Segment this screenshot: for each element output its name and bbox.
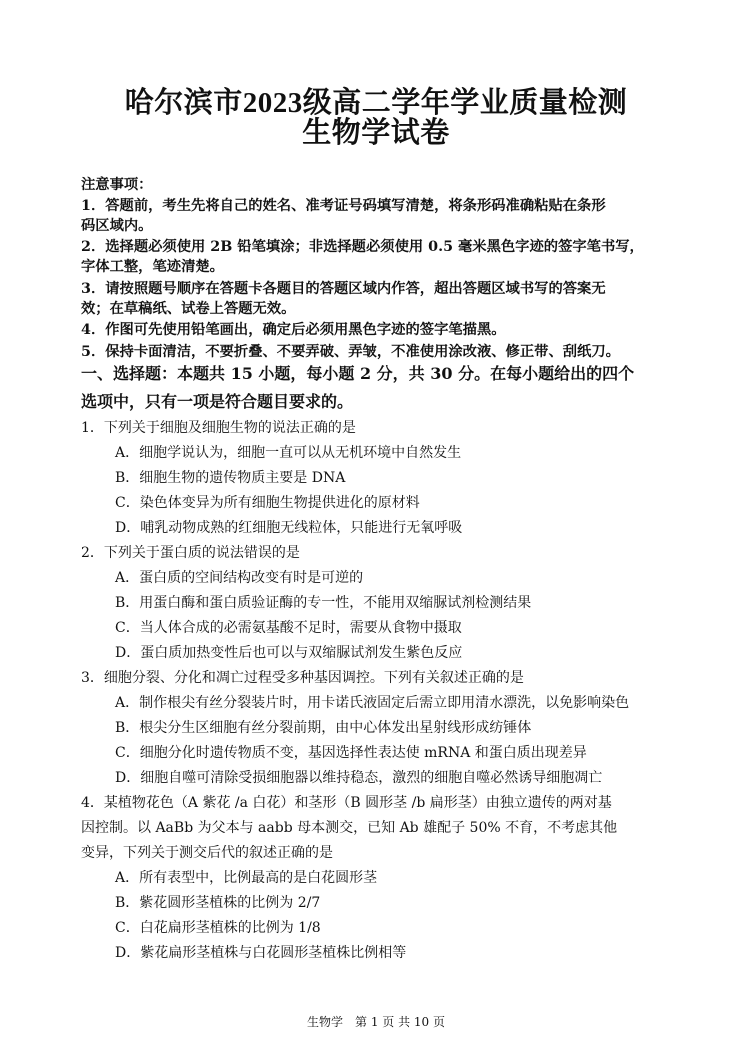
question-1-option-b: B．细胞生物的遗传物质主要是 DNA [115,470,346,486]
question-3-option-d: D．细胞自噬可清除受损细胞器以维持稳态，激烈的细胞自噬必然诱导细胞凋亡 [115,770,603,786]
section-heading-cont: 选项中，只有一项是符合题目要求的。 [81,392,354,411]
exam-title: 哈尔滨市2023级高二学年学业质量检测 [124,87,628,119]
question-3-stem: 3．细胞分裂、分化和凋亡过程受多种基因调控。下列有关叙述正确的是 [81,670,524,686]
note-3-cont: 效；在草稿纸、试卷上答题无效。 [81,301,296,317]
question-2-stem: 2．下列关于蛋白质的说法错误的是 [81,545,300,561]
question-4-option-c: C．白花扁形茎植株的比例为 1/8 [115,920,321,936]
question-3-option-a: A．制作根尖有丝分裂装片时，用卡诺氏液固定后需立即用清水漂洗，以免影响染色 [115,695,630,711]
note-3: 3．请按照题号顺序在答题卡各题目的答题区域内作答，超出答题区域书写的答案无 [81,281,606,297]
note-4: 4．作图可先使用铅笔画出，确定后必须用黑色字迹的签字笔描黑。 [81,322,506,338]
question-3-option-b: B．根尖分生区细胞有丝分裂前期，由中心体发出星射线形成纺锤体 [115,720,532,736]
exam-subtitle: 生物学试卷 [302,117,450,149]
question-2-option-a: A．蛋白质的空间结构改变有时是可逆的 [115,570,364,586]
note-2-cont: 字体工整，笔迹清楚。 [81,259,224,275]
note-2: 2．选择题必须使用 2B 铅笔填涂；非选择题必须使用 0.5 毫米黑色字迹的签字笔书写， [81,239,644,255]
note-1-cont: 码区域内。 [81,218,153,234]
note-1: 1．答题前，考生先将自己的姓名、准考证号码填写清楚，将条形码准确粘贴在条形 [81,198,606,214]
question-1-option-a: A．细胞学说认为，细胞一直可以从无机环境中自然发生 [115,445,462,461]
page-footer: 生物学 第 1 页 共 10 页 [307,1015,445,1029]
question-4-option-d: D．紫花扁形茎植株与白花圆形茎植株比例相等 [115,945,407,961]
question-2-option-b: B．用蛋白酶和蛋白质验证酶的专一性，不能用双缩脲试剂检测结果 [115,595,532,611]
notes-heading: 注意事项： [81,177,153,193]
question-4-stem: 4．某植物花色（A 紫花 /a 白花）和茎形（B 圆形茎 /b 扁形茎）由独立遗传的两对基 [81,795,612,811]
question-4-option-a: A．所有表型中，比例最高的是白花圆形茎 [115,870,378,886]
question-1-option-d: D．哺乳动物成熟的红细胞无线粒体，只能进行无氧呼吸 [115,520,463,536]
section-heading: 一、选择题：本题共 15 小题，每小题 2 分，共 30 分。在每小题给出的四个 [81,364,635,383]
question-3-option-c: C．细胞分化时遗传物质不变，基因选择性表达使 mRNA 和蛋白质出现差异 [115,745,587,761]
question-4-option-b: B．紫花圆形茎植株的比例为 2/7 [115,895,321,911]
note-5: 5．保持卡面清洁，不要折叠、不要弄破、弄皱，不准使用涂改液、修正带、刮纸刀。 [81,344,620,360]
question-2-option-c: C．当人体合成的必需氨基酸不足时，需要从食物中摄取 [115,620,462,636]
question-4-stem-cont-2: 变异，下列关于测交后代的叙述正确的是 [81,845,333,861]
question-4-stem-cont-1: 因控制。以 AaBb 为父本与 aabb 母本测交，已知 Ab 雄配子 50% 不育，不考虑其他 [81,820,618,836]
question-1-option-c: C．染色体变异为所有细胞生物提供进化的原材料 [115,495,420,511]
question-1-stem: 1．下列关于细胞及细胞生物的说法正确的是 [81,420,356,436]
question-2-option-d: D．蛋白质加热变性后也可以与双缩脲试剂发生紫色反应 [115,645,463,661]
